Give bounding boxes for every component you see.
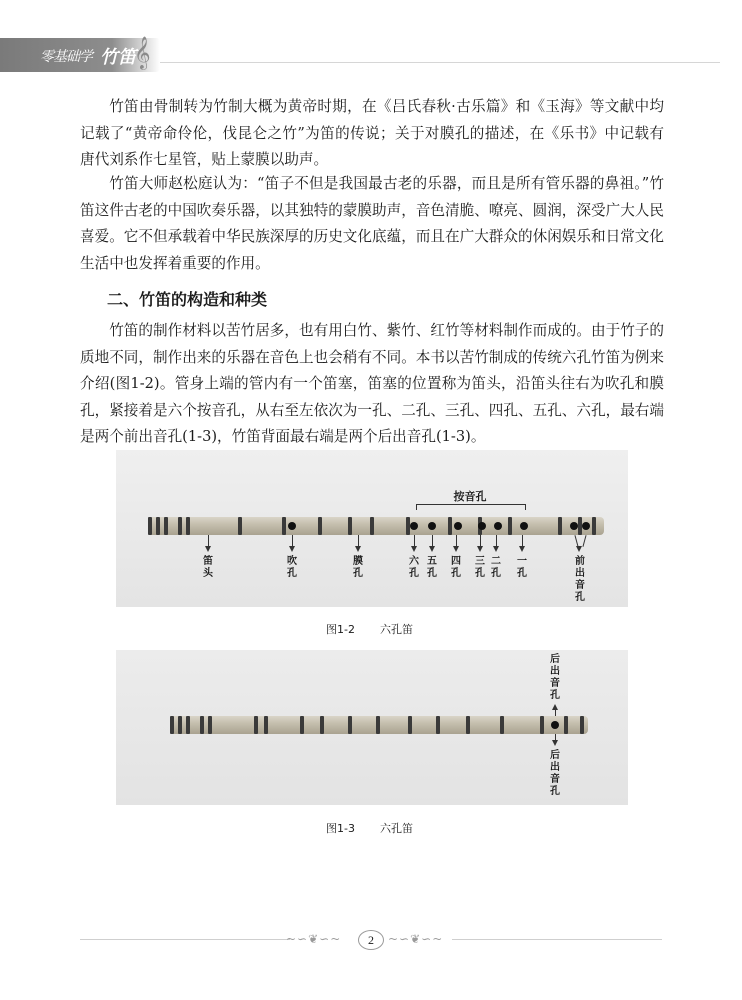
footer-rule-right [452,939,662,940]
finger-hole-5 [428,522,436,530]
caption-text: 六孔笛 [380,623,413,636]
blow-hole [288,522,296,530]
label-mokong: 膜孔 [353,556,363,579]
label-qianchu: 前出音孔 [575,556,585,603]
label-yi: 一孔 [517,556,527,579]
front-sound-hole-1 [570,522,578,530]
finger-hole-6 [410,522,418,530]
paragraph-history: 竹笛由骨制转为竹制大概为黄帝时期，在《吕氏春秋·古乐篇》和《玉海》等文献中均记载了“黄帝命伶伦，伐昆仑之竹”为笛的传说；关于对膜孔的描述，在《乐书》中记载有唐代刘系作七星管，贴上蒙膜以助声。 [80,98,664,168]
finger-hole-3 [478,522,486,530]
label-liu: 六孔 [409,556,419,579]
treble-clef-icon: 𝄞 [134,36,151,69]
label-back-sound-top: 后出音孔 [550,654,560,701]
finger-hole-2 [494,522,502,530]
finger-hole-1 [520,522,528,530]
footer-rule-left [80,939,290,940]
header-rule [160,62,720,63]
paragraph-significance: 竹笛大师赵松庭认为：“笛子不但是我国最古老的乐器，而且是所有管乐器的鼻祖。”竹笛这件古老的中国吹奏乐器，以其独特的蒙膜助声，音色清脆、嘹亮、圆润，深受广大人民喜爱。它不但承载着中华民族深厚的历史文化底蕴，而且在广大群众的休闲娱乐和日常文化生活中也发挥着重要的作用。 [80,175,664,272]
caption-number: 图1-2 [326,623,355,636]
label-si: 四孔 [451,556,461,579]
series-title: 零基础学 [40,49,92,65]
ornament-left-icon: ~∽❦∽~ [286,932,342,946]
label-wu: 五孔 [427,556,437,579]
caption-number: 图1-3 [326,822,355,835]
flute-image-back [170,716,588,734]
page-footer [0,930,742,950]
finger-hole-4 [454,522,462,530]
section-title: 二、竹笛的构造和种类 [107,290,268,309]
running-header [0,38,160,72]
page-number: 2 [358,930,384,950]
ornament-right-icon: ~∽❦∽~ [388,932,444,946]
paragraph-construction: 竹笛的制作材料以苦竹居多，也有用白竹、紫竹、红竹等材料制作而成的。由于竹子的质地不同，制作出来的乐器在音色上也会稍有不同。本书以苦竹制成的传统六孔竹笛为例来介绍(图1-2)。管身上端的管内有一个笛塞，笛塞的位置称为笛头，沿笛头往右为吹孔和膜孔，紧接着是六个按音孔，从右至左依次为一孔、二孔、三孔、四孔、五孔、六孔，最右端是两个前出音孔(1-3)，竹笛背面最右端是两个后出音孔(1-3)。 [80,322,664,445]
figure-front-flute [116,450,628,607]
label-san: 三孔 [475,556,485,579]
back-sound-hole [551,721,559,729]
front-sound-hole-2 [582,522,590,530]
label-back-sound-bottom: 后出音孔 [550,750,560,797]
label-ditou: 笛头 [203,556,213,579]
flute-image-front [148,517,604,535]
finger-holes-bracket [416,504,526,510]
caption-text: 六孔笛 [380,822,413,835]
figure-back-flute [116,650,628,805]
label-er: 二孔 [491,556,501,579]
book-title: 竹笛 [100,47,136,68]
finger-holes-label: 按音孔 [453,490,487,503]
label-chuikong: 吹孔 [287,556,297,579]
